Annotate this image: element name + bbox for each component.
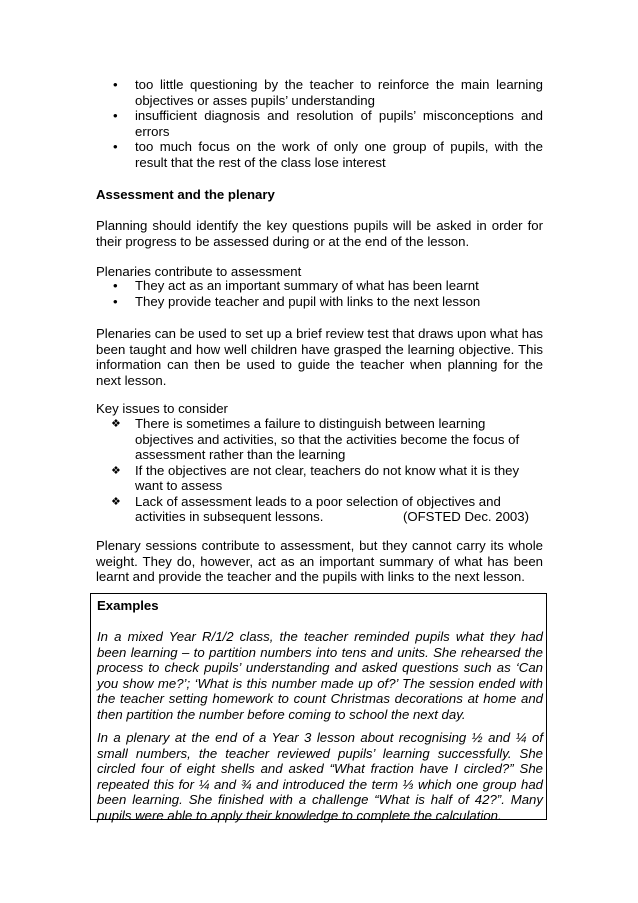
- list-item: • They provide teacher and pupil with links to the next lesson: [96, 294, 543, 310]
- example-paragraph-2: In a plenary at the end of a Year 3 lesson about recognising ½ and ¼ of small numbers, the teacher reviewed pupils’ learning successfully. She circled four of eight shells and asked “What fraction have I circled?” She repeated this for ¼ and ¾ and introduced the term ⅓ which one group had been learning. She finished with a challenge “What is half of 42?”. Many pupils were able to apply their knowledge to complete the calculation.: [97, 730, 543, 823]
- ofsted-reference: (OFSTED Dec. 2003): [402, 509, 529, 524]
- key-issues-intro: Key issues to consider: [96, 401, 228, 416]
- key-issues-list: [96, 416, 543, 525]
- examples-heading: Examples: [97, 598, 159, 613]
- four-diamond-bullet-icon: ❖: [111, 464, 121, 477]
- intro-bullet-list: [96, 77, 543, 170]
- key-issue-text: If the objectives are not clear, teachers do not know what it is they want to assess: [135, 462, 520, 493]
- list-item: [96, 463, 543, 494]
- plenaries-intro: Plenaries contribute to assessment: [96, 264, 302, 279]
- plenary-sessions-paragraph: Plenary sessions contribute to assessment, but they cannot carry its whole weight. They do, however, act as an important summary of what has been learnt and provide the teacher and the pupils with links to the next lesson.: [96, 538, 543, 584]
- list-item: [96, 494, 543, 525]
- key-issue-text: Lack of assessment leads to a poor selection of objectives and activities in subsequent lessons.: [135, 493, 501, 524]
- example-paragraph-1: In a mixed Year R/1/2 class, the teacher reminded pupils what they had been learning – to partition numbers into tens and units. She rehearsed the process to check pupils’ understanding and asked questions such as ‘Can you show me?’; ‘What is this number made up of?’ The session ended with the teacher setting homework to count Christmas decorations at home and then partition the number before coming to school the next day.: [97, 629, 543, 722]
- four-diamond-bullet-icon: ❖: [111, 418, 121, 430]
- list-item: • too much focus on the work of only one group of pupils, with the result that the rest of the class lose interest: [96, 139, 543, 170]
- plenaries-bullet-list: [96, 278, 543, 309]
- list-item: • insufficient diagnosis and resolution of pupils’ misconceptions and errors: [96, 108, 543, 139]
- list-item: [96, 416, 543, 463]
- planning-paragraph: Planning should identify the key questions pupils will be asked in order for their progress to be assessed during or at the end of the lesson.: [96, 218, 543, 249]
- review-paragraph: Plenaries can be used to set up a brief review test that draws upon what has been taught and how well children have grasped the learning objective. This information can then be used to guide the teacher when planning for the next lesson.: [96, 326, 543, 388]
- list-item: • They act as an important summary of what has been learnt: [96, 278, 543, 294]
- examples-box: [90, 593, 547, 823]
- four-diamond-bullet-icon: ❖: [111, 495, 121, 508]
- list-item: • too little questioning by the teacher to reinforce the main learning objectives or asses pupils’ understanding: [96, 77, 543, 108]
- key-issue-text: There is sometimes a failure to distinguish between learning objectives and activities, so that the activities become the focus of assessment rather than the learning: [135, 416, 520, 462]
- section-heading: Assessment and the plenary: [96, 187, 275, 202]
